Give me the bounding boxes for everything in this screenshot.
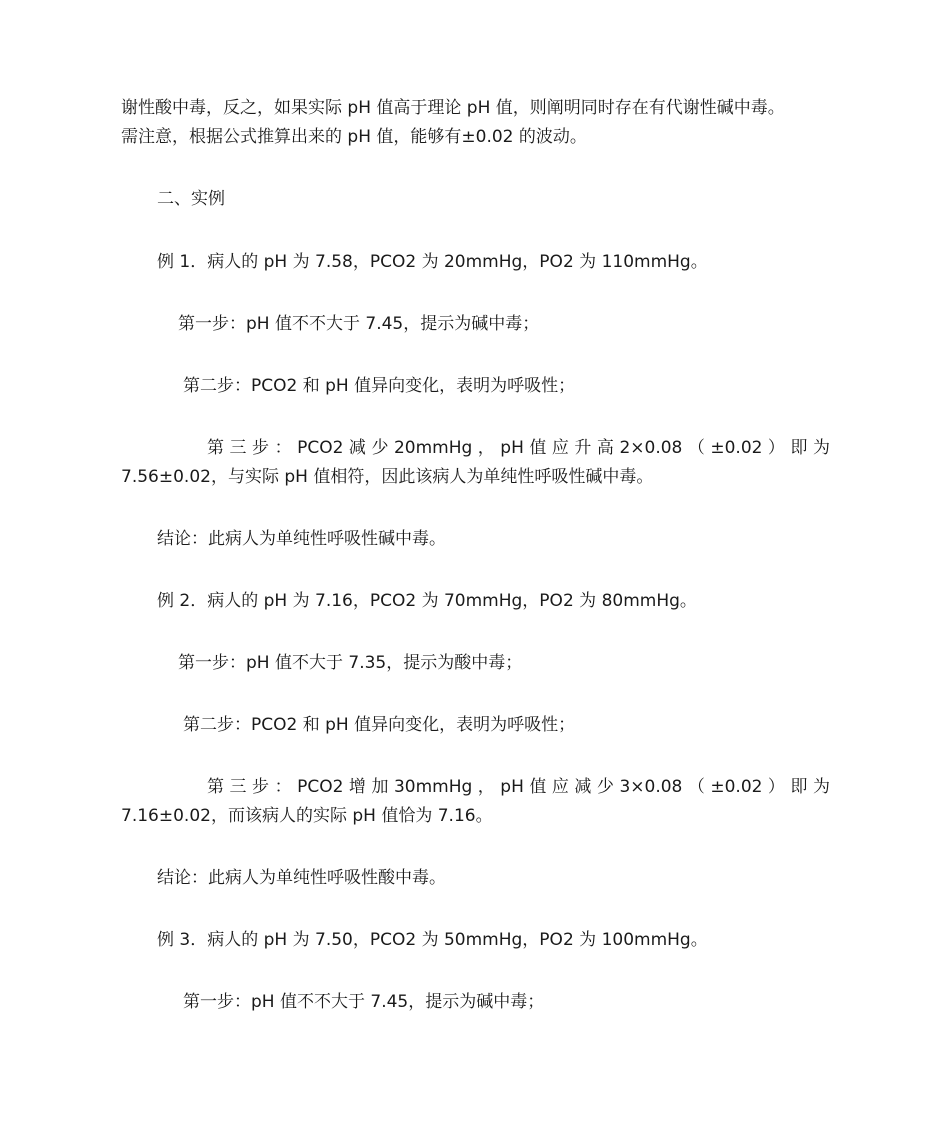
step-line: 第一步：pH 值不不大于 7.45，提示为碱中毒；	[178, 314, 540, 334]
section-heading: 二、实例	[157, 189, 225, 209]
step-line: 第二步：PCO2 和 pH 值异向变化，表明为呼吸性；	[183, 715, 576, 735]
text-line: 第 三 步 ： PCO2 增 加 30mmHg ， pH 值 应 减 少 3×0.08 （ ±0.02 ） 即 为	[207, 777, 830, 797]
text-line: 7.16±0.02，而该病人的实际 pH 值恰为 7.16。	[121, 806, 493, 826]
text-line: 谢性酸中毒，反之，如果实际 pH 值高于理论 pH 值，则阐明同时存在有代谢性碱中毒。	[121, 98, 785, 118]
example-heading: 例 1．病人的 pH 为 7.58，PCO2 为 20mmHg，PO2 为 110mmHg。	[157, 252, 708, 272]
step-paragraph	[121, 773, 830, 831]
step-line: 第一步：pH 值不不大于 7.45，提示为碱中毒；	[183, 992, 545, 1012]
text-line: 第 三 步 ： PCO2 减 少 20mmHg ， pH 值 应 升 高 2×0.08 （ ±0.02 ） 即 为	[207, 438, 830, 458]
example-heading: 例 2．病人的 pH 为 7.16，PCO2 为 70mmHg，PO2 为 80mmHg。	[157, 591, 697, 611]
conclusion-line: 结论：此病人为单纯性呼吸性酸中毒。	[157, 868, 446, 888]
example-heading: 例 3．病人的 pH 为 7.50，PCO2 为 50mmHg，PO2 为 100mmHg。	[157, 930, 708, 950]
conclusion-line: 结论：此病人为单纯性呼吸性碱中毒。	[157, 529, 446, 549]
step-line: 第二步：PCO2 和 pH 值异向变化，表明为呼吸性；	[183, 376, 576, 396]
text-line: 7.56±0.02，与实际 pH 值相符，因此该病人为单纯性呼吸性碱中毒。	[121, 467, 654, 487]
step-line: 第一步：pH 值不大于 7.35，提示为酸中毒；	[178, 653, 523, 673]
text-line: 需注意，根据公式推算出来的 pH 值，能够有±0.02 的波动。	[121, 127, 587, 147]
step-paragraph	[121, 434, 830, 492]
